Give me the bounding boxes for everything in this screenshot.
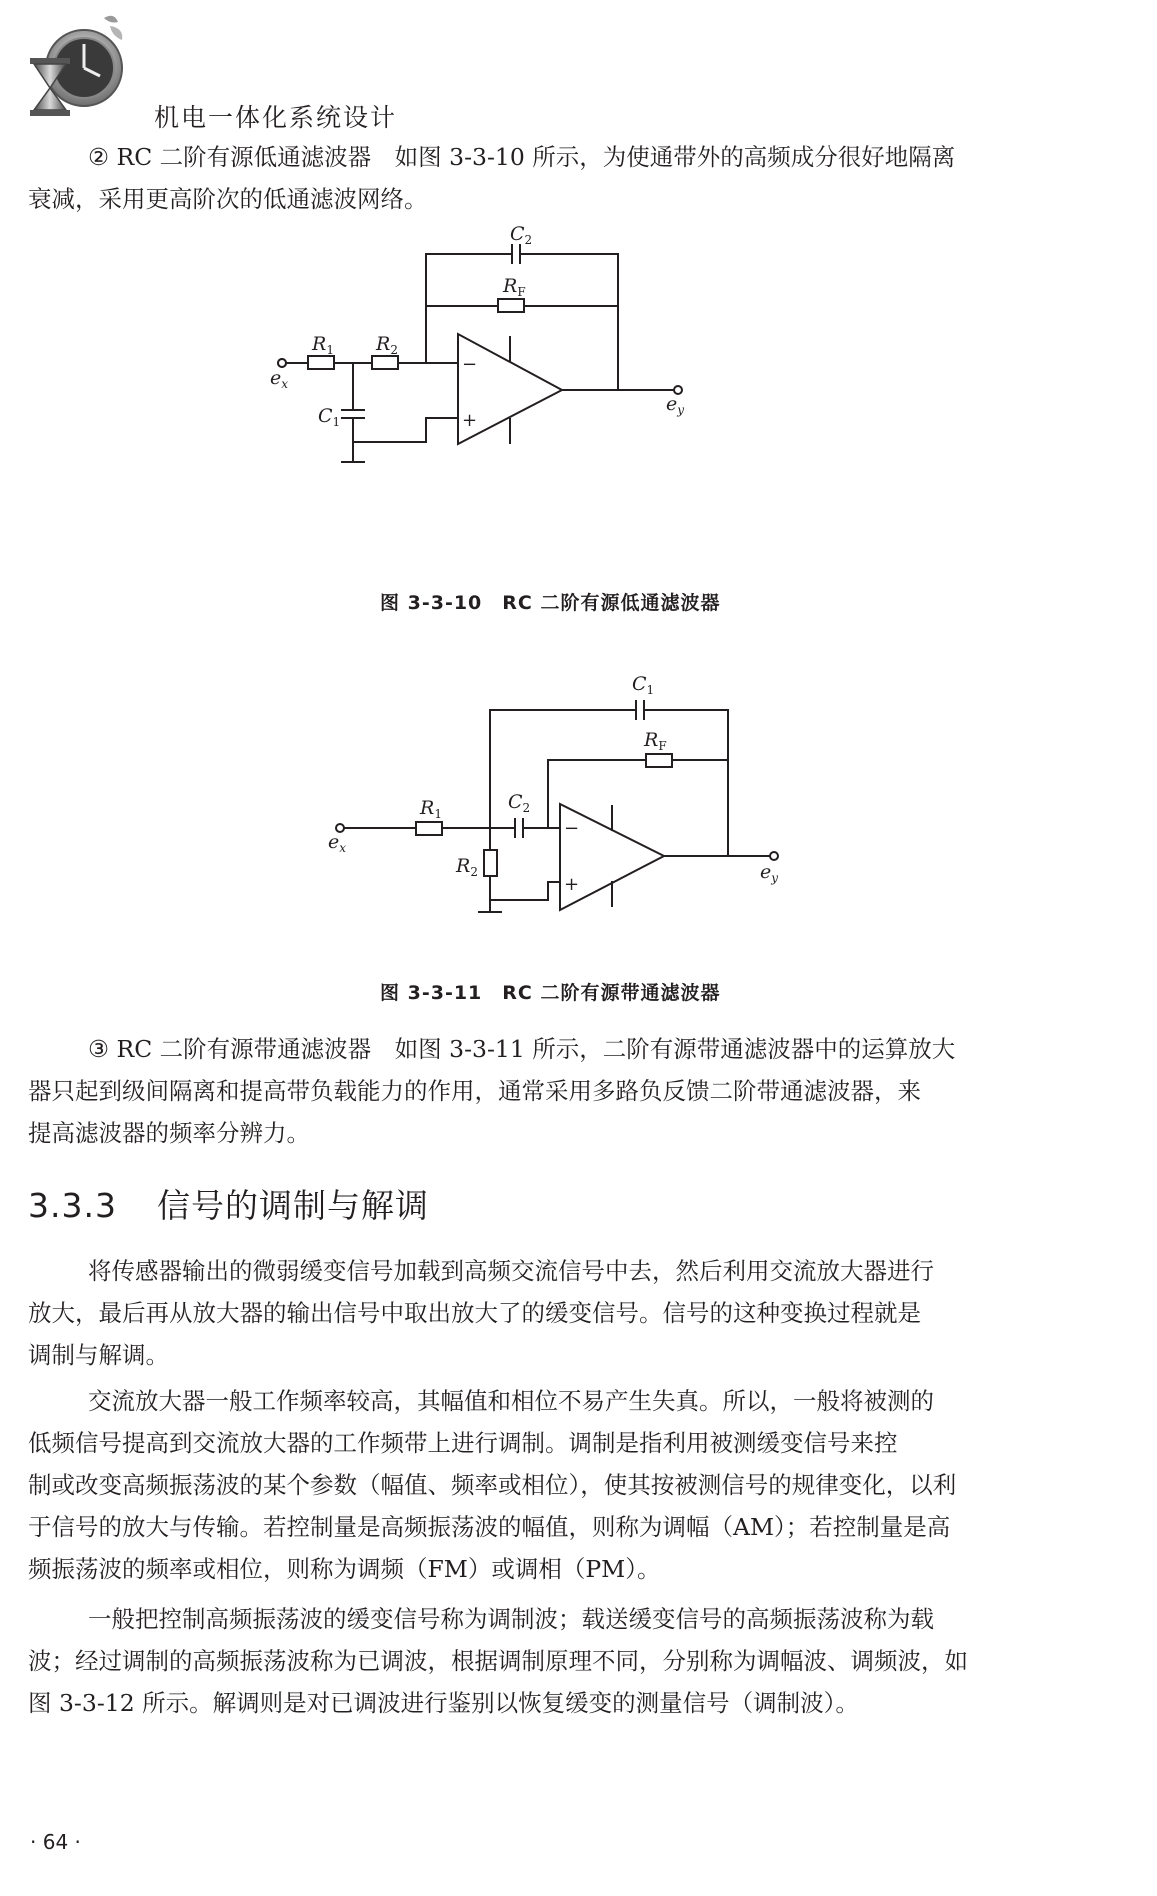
label-rf: $R_F$ xyxy=(503,275,526,299)
text-line: 提高滤波器的频率分辨力。 xyxy=(28,1119,310,1147)
label-rf: $R_F$ xyxy=(644,729,667,753)
section-heading xyxy=(28,1180,429,1227)
text-line: 调制与解调。 xyxy=(28,1341,169,1369)
label-plus: + xyxy=(462,410,478,431)
label-c2: $C_2$ xyxy=(508,791,531,815)
text-line: 图 3-3-12 所示。解调则是对已调波进行鉴别以恢复缓变的测量信号（调制波）。 xyxy=(28,1689,859,1717)
label-c2: $C_2$ xyxy=(510,223,533,247)
text-line: 于信号的放大与传输。若控制量是高频振荡波的幅值，则称为调幅（AM）；若控制量是高 xyxy=(28,1513,951,1541)
text-line: 将传感器输出的微弱缓变信号加载到高频交流信号中去，然后利用交流放大器进行 xyxy=(88,1257,934,1285)
figure-caption-10: 图 3-3-10 RC 二阶有源低通滤波器 xyxy=(380,592,721,614)
label-r1: $R_1$ xyxy=(312,333,334,357)
text-line: 器只起到级间隔离和提高带负载能力的作用，通常采用多路负反馈二阶带通滤波器，来 xyxy=(28,1077,921,1105)
label-c1: $C_1$ xyxy=(632,673,655,697)
label-ex: $e_x$ xyxy=(270,367,289,391)
label-ey: $e_y$ xyxy=(760,861,779,885)
page-number: · 64 · xyxy=(30,1830,81,1854)
text-line: 放大，最后再从放大器的输出信号中取出放大了的缓变信号。信号的这种变换过程就是 xyxy=(28,1299,921,1327)
label-ey: $e_y$ xyxy=(666,393,685,417)
paragraph-bandpass xyxy=(28,1028,1132,1154)
header-title: 机电一体化系统设计 xyxy=(154,103,398,132)
figure-bandpass-circuit xyxy=(328,660,830,950)
figure-caption-11: 图 3-3-11 RC 二阶有源带通滤波器 xyxy=(380,982,721,1004)
paragraph-carrier-wave xyxy=(28,1598,1132,1724)
label-minus: − xyxy=(462,354,478,375)
text-line: ② RC 二阶有源低通滤波器 如图 3-3-10 所示，为使通带外的高频成分很好地隔离 xyxy=(88,143,956,171)
figure-lowpass-circuit xyxy=(270,222,860,512)
paragraph-lowpass xyxy=(28,136,1132,220)
label-r1: $R_1$ xyxy=(420,797,442,821)
label-minus: − xyxy=(564,818,580,839)
label-r2: $R_2$ xyxy=(376,333,398,357)
label-c1: $C_1$ xyxy=(318,405,341,429)
text-line: 低频信号提高到交流放大器的工作频带上进行调制。调制是指利用被测缓变信号来控 xyxy=(28,1429,898,1457)
paragraph-ac-amplifier xyxy=(28,1380,1132,1590)
text-line: 制或改变高频振荡波的某个参数（幅值、频率或相位），使其按被测信号的规律变化，以利 xyxy=(28,1471,957,1499)
text-line: 一般把控制高频振荡波的缓变信号称为调制波；载送缓变信号的高频振荡波称为载 xyxy=(88,1605,934,1633)
text-line: 波；经过调制的高频振荡波称为已调波，根据调制原理不同，分别称为调幅波、调频波，如 xyxy=(28,1647,968,1675)
text-line: ③ RC 二阶有源带通滤波器 如图 3-3-11 所示，二阶有源带通滤波器中的运算放大 xyxy=(88,1035,956,1063)
text-line: 频振荡波的频率或相位，则称为调频（FM）或调相（PM）。 xyxy=(28,1555,661,1583)
paragraph-modulation-intro xyxy=(28,1250,1132,1376)
section-number: 3.3.3 xyxy=(28,1186,117,1225)
label-r2: $R_2$ xyxy=(456,855,478,879)
text-line: 交流放大器一般工作频率较高，其幅值和相位不易产生失真。所以，一般将被测的 xyxy=(88,1387,934,1415)
text-line: 衰减，采用更高阶次的低通滤波网络。 xyxy=(28,185,428,213)
hourglass-clock-icon xyxy=(26,10,146,130)
label-ex: $e_x$ xyxy=(328,831,347,855)
label-plus: + xyxy=(564,874,580,895)
section-title-text: 信号的调制与解调 xyxy=(156,1186,429,1225)
page-header xyxy=(26,10,1136,130)
